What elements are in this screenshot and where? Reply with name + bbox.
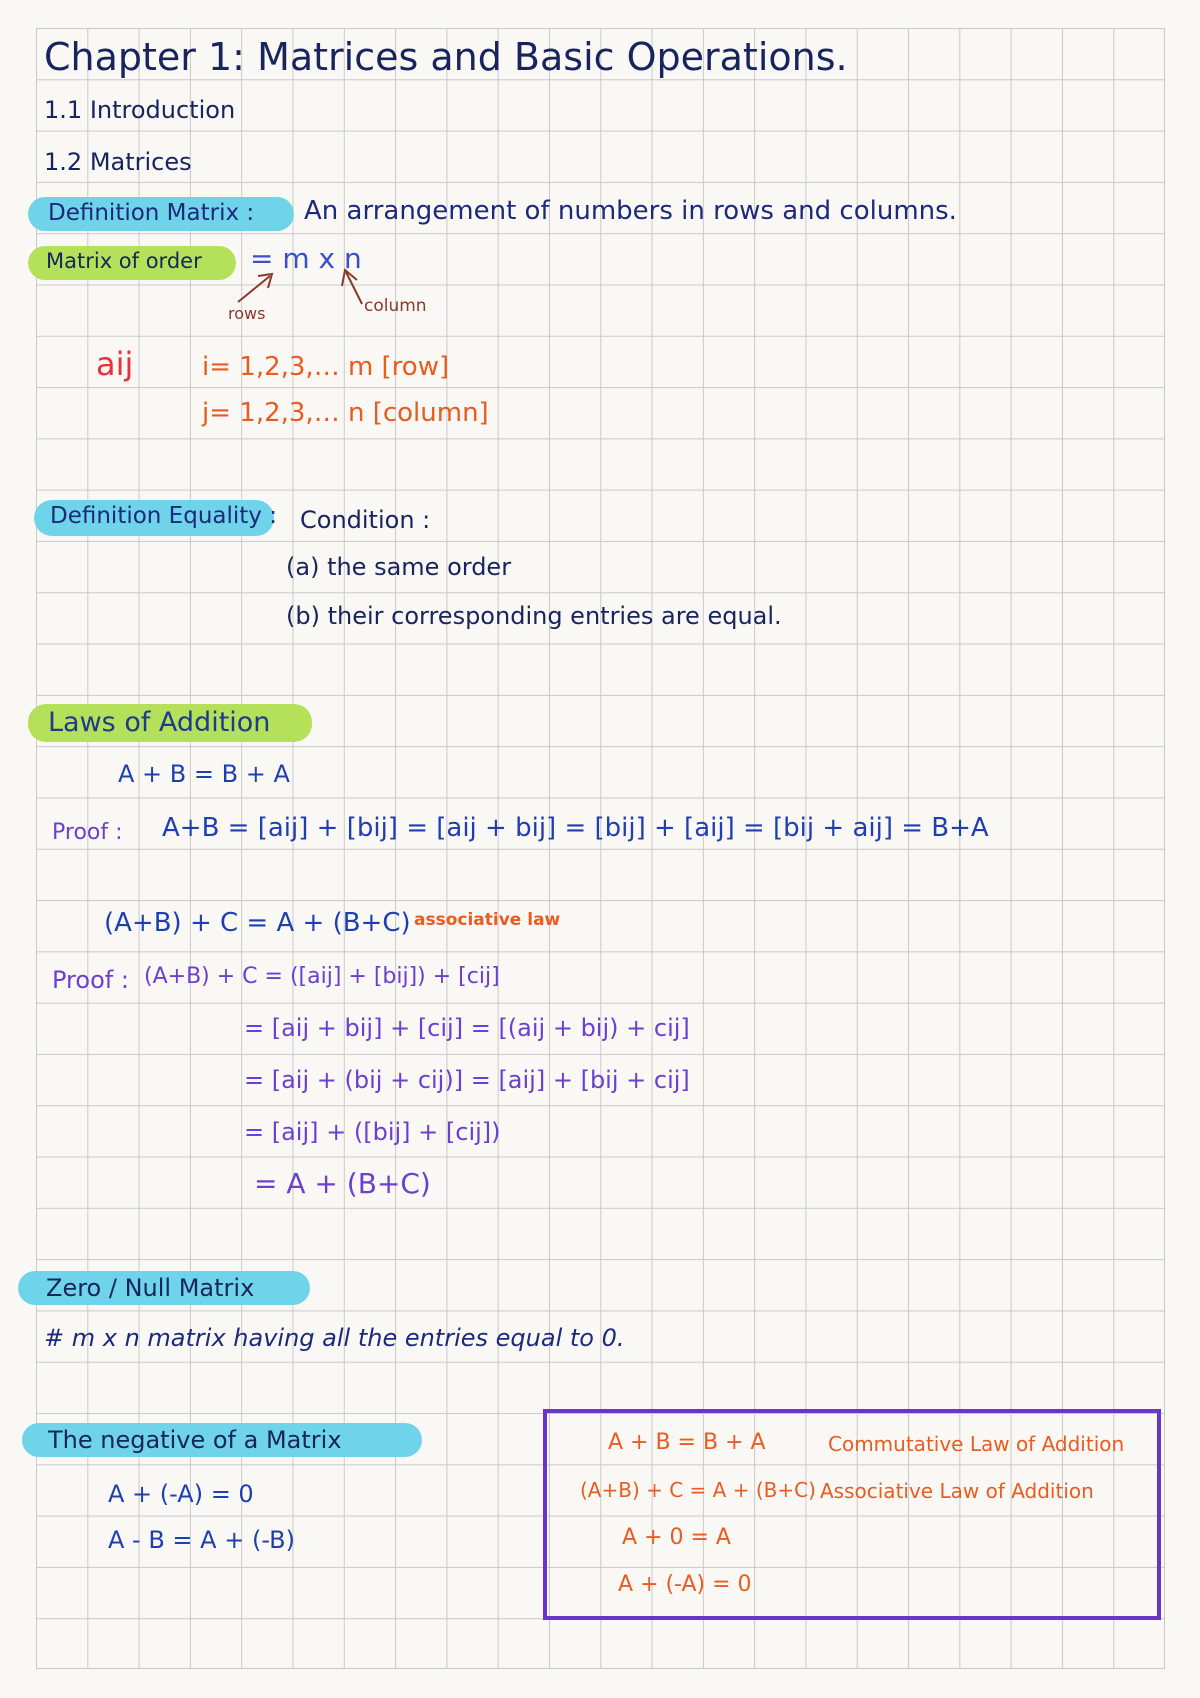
chapter-title: Chapter 1: Matrices and Basic Operations.	[44, 35, 848, 79]
proof2-line-5: = A + (B+C)	[254, 1167, 431, 1200]
definition-matrix-text: An arrangement of numbers in rows and columns.	[304, 196, 957, 226]
negative-eq2: A - B = A + (-B)	[108, 1526, 295, 1554]
section-number: 1.2	[44, 148, 83, 176]
summary-name-1: Commutative Law of Addition	[828, 1432, 1125, 1456]
zero-matrix-heading: Zero / Null Matrix	[46, 1274, 255, 1302]
condition-b: (b) their corresponding entries are equal.	[286, 602, 782, 630]
summary-formula-2: (A+B) + C = A + (B+C)	[580, 1478, 816, 1502]
section-1-1	[44, 98, 235, 122]
rows-note: rows	[228, 304, 266, 323]
section-title: Introduction	[89, 96, 236, 124]
proof1-text: A+B = [aij] + [bij] = [aij + bij] = [bij] + [aij] = [bij + aij] = B+A	[162, 813, 989, 843]
section-1-2	[44, 150, 192, 174]
proof2-line-4: = [aij] + ([bij] + [cij])	[244, 1118, 501, 1146]
summary-formula-1: A + B = B + A	[608, 1430, 766, 1455]
condition-label: Condition :	[300, 506, 431, 534]
entry-symbol: aij	[96, 345, 134, 383]
negative-matrix-heading: The negative of a Matrix	[48, 1426, 342, 1454]
column-note: column	[364, 296, 427, 316]
associative-statement: (A+B) + C = A + (B+C)	[104, 908, 411, 938]
commutative-statement: A + B = B + A	[118, 760, 290, 788]
proof2-line-2: = [aij + bij] + [cij] = [(aij + bij) + cij]	[244, 1014, 690, 1042]
section-title: Matrices	[89, 148, 192, 176]
matrix-order-expression: = m x n	[250, 242, 362, 275]
i-range: i= 1,2,3,… m [row]	[202, 352, 450, 382]
proof2-label: Proof :	[52, 966, 129, 994]
matrix-order-label: Matrix of order	[46, 249, 202, 273]
definition-matrix-label: Definition Matrix :	[48, 200, 255, 226]
summary-name-2: Associative Law of Addition	[820, 1479, 1094, 1503]
proof2-line-3: = [aij + (bij + cij)] = [aij] + [bij + cij]	[244, 1066, 690, 1094]
summary-formula-4: A + (-A) = 0	[618, 1572, 752, 1597]
laws-addition-heading: Laws of Addition	[48, 707, 271, 738]
section-number: 1.1	[44, 96, 83, 124]
j-range: j= 1,2,3,… n [column]	[202, 398, 489, 428]
associative-note: associative law	[414, 910, 561, 930]
proof1-label: Proof :	[52, 820, 123, 845]
definition-equality-label: Definition Equality :	[50, 503, 277, 529]
condition-a: (a) the same order	[286, 553, 512, 581]
negative-eq1: A + (-A) = 0	[108, 1480, 254, 1508]
zero-matrix-text: # m x n matrix having all the entries equal to 0.	[44, 1324, 625, 1352]
proof2-line-1: (A+B) + C = ([aij] + [bij]) + [cij]	[144, 964, 500, 989]
summary-formula-3: A + 0 = A	[622, 1525, 731, 1550]
